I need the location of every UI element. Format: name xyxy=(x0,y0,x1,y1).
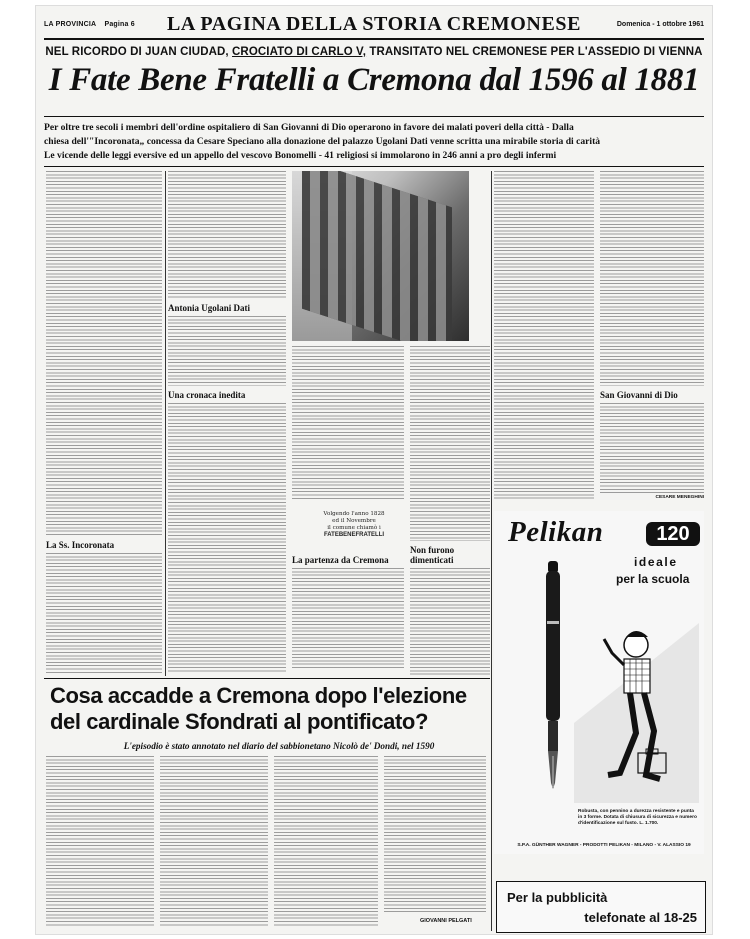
divider xyxy=(44,166,704,167)
body-text xyxy=(292,568,404,668)
subhead-sangiovanni: San Giovanni di Dio xyxy=(600,390,678,400)
bottom-column-4 xyxy=(384,756,486,914)
bottom-column-2 xyxy=(160,756,268,926)
body-text xyxy=(168,171,286,299)
subhead-partenza: La partenza da Cremona xyxy=(292,555,389,565)
page-number: Pagina 6 xyxy=(104,21,135,28)
byline: GIOVANNI PELGATI xyxy=(420,918,472,924)
author-signature: CESARE MENEGHINI xyxy=(655,495,704,500)
palazzo-photo xyxy=(292,171,469,341)
column-rule xyxy=(491,171,492,931)
kicker-underlined: CROCIATO DI CARLO V, xyxy=(232,46,367,58)
body-text xyxy=(384,756,486,914)
bottom-headline xyxy=(50,683,508,735)
schoolboy-illustration xyxy=(574,603,699,803)
caption-line: ed il Novembre xyxy=(332,518,376,524)
summary-line-2: chiesa dell'"Incoronata„ concessa da Cesare Speciano alla donazione del palazzo Ugolani Dati venne scritta una mirabile storia di carità xyxy=(44,136,601,147)
article-column-6 xyxy=(600,171,704,506)
article-column-5 xyxy=(494,171,594,506)
ad-footer: S.P.A. GÜNTHER WAGNER - PRODOTTI PELIKAN - MILANO - V. ALASSIO 19 xyxy=(517,843,691,848)
body-text xyxy=(46,553,162,673)
subhead-ugolani: Antonia Ugolani Dati xyxy=(168,303,251,313)
body-text xyxy=(274,756,378,926)
caption-box xyxy=(298,511,410,538)
photo-facade xyxy=(302,171,452,341)
body-text xyxy=(410,346,490,541)
issue-date: Domenica - 1 ottobre 1961 xyxy=(616,21,704,28)
masthead xyxy=(44,12,704,40)
bottom-column-3 xyxy=(274,756,378,926)
kicker-text-end: TRANSITATO NEL CREMONESE PER L'ASSEDIO DI VIENNA xyxy=(366,46,703,58)
divider xyxy=(44,678,490,679)
ad-copy: Robusta, con pennino a durezza resistente e punta in 3 forme. Dotata di chiusura di sicurezza e numero d'identificazione sul fusto. L. 1.700. xyxy=(578,809,697,826)
bottom-headline-line-1: Cosa accadde a Cremona dopo l'elezione xyxy=(50,683,467,708)
bottom-column-1 xyxy=(46,756,154,926)
subhead-cronaca: Una cronaca inedita xyxy=(168,390,246,400)
caption-big: FATEBENEFRATELLI xyxy=(323,532,385,538)
divider xyxy=(44,116,704,117)
pelikan-logo: Pelikan xyxy=(508,516,604,548)
body-text xyxy=(600,403,704,495)
pelikan-advertisement xyxy=(494,511,704,854)
article-column-2 xyxy=(168,171,286,676)
bottom-headline-line-2: del cardinale Sfondrati al pontificato? xyxy=(50,709,429,734)
kicker xyxy=(44,46,704,58)
body-text xyxy=(160,756,268,926)
pub-line-1: Per la pubblicità xyxy=(507,890,608,905)
paper-name: LA PROVINCIA xyxy=(44,21,97,28)
body-text xyxy=(46,756,154,926)
body-text xyxy=(292,346,404,501)
fountain-pen-icon xyxy=(542,561,564,791)
ad-tagline-2: per la scuola xyxy=(616,572,690,586)
body-text xyxy=(600,171,704,386)
newspaper-page xyxy=(36,6,712,934)
body-text xyxy=(46,171,162,536)
pub-line-2: telefonate al 18-25 xyxy=(584,910,697,925)
main-headline: I Fate Bene Fratelli a Cremona dal 1596 al 1881 xyxy=(48,62,700,98)
article-column-3b xyxy=(292,551,404,676)
body-text xyxy=(168,403,286,673)
summary xyxy=(44,121,704,163)
body-text xyxy=(410,568,490,676)
caption-line: il comune chiamò i xyxy=(327,525,381,531)
model-badge: 120 xyxy=(646,522,700,546)
bottom-subhead: L'episodio è stato annotato nel diario del sabbionetano Nicolò de' Dondi, nel 1590 xyxy=(123,741,435,751)
ad-tagline-1: ideale xyxy=(634,555,678,569)
column-rule xyxy=(165,171,166,676)
section-title: LA PAGINA DELLA STORIA CREMONESE xyxy=(166,13,582,35)
kicker-text: NEL RICORDO DI JUAN CIUDAD, xyxy=(45,46,233,58)
summary-line-1: Per oltre tre secoli i membri dell'ordine ospitaliero di San Giovanni di Dio operarono in favore dei malati poveri della città - Dalla xyxy=(44,122,574,133)
subhead-dimenticati: Non furono dimenticati xyxy=(410,545,455,565)
article-column-4 xyxy=(410,346,490,676)
advertising-contact-box xyxy=(496,881,706,933)
body-text xyxy=(494,171,594,501)
summary-line-3: Le vicende delle leggi eversive ed un appello del vescovo Bonomelli - 41 religiosi si immolarono in 246 anni a pro degli infermi xyxy=(44,150,557,161)
article-column-1 xyxy=(46,171,162,676)
body-text xyxy=(168,316,286,386)
subhead-incoronata: La Ss. Incoronata xyxy=(46,540,115,550)
caption-line: Volgendo l'anno 1828 xyxy=(323,511,385,517)
